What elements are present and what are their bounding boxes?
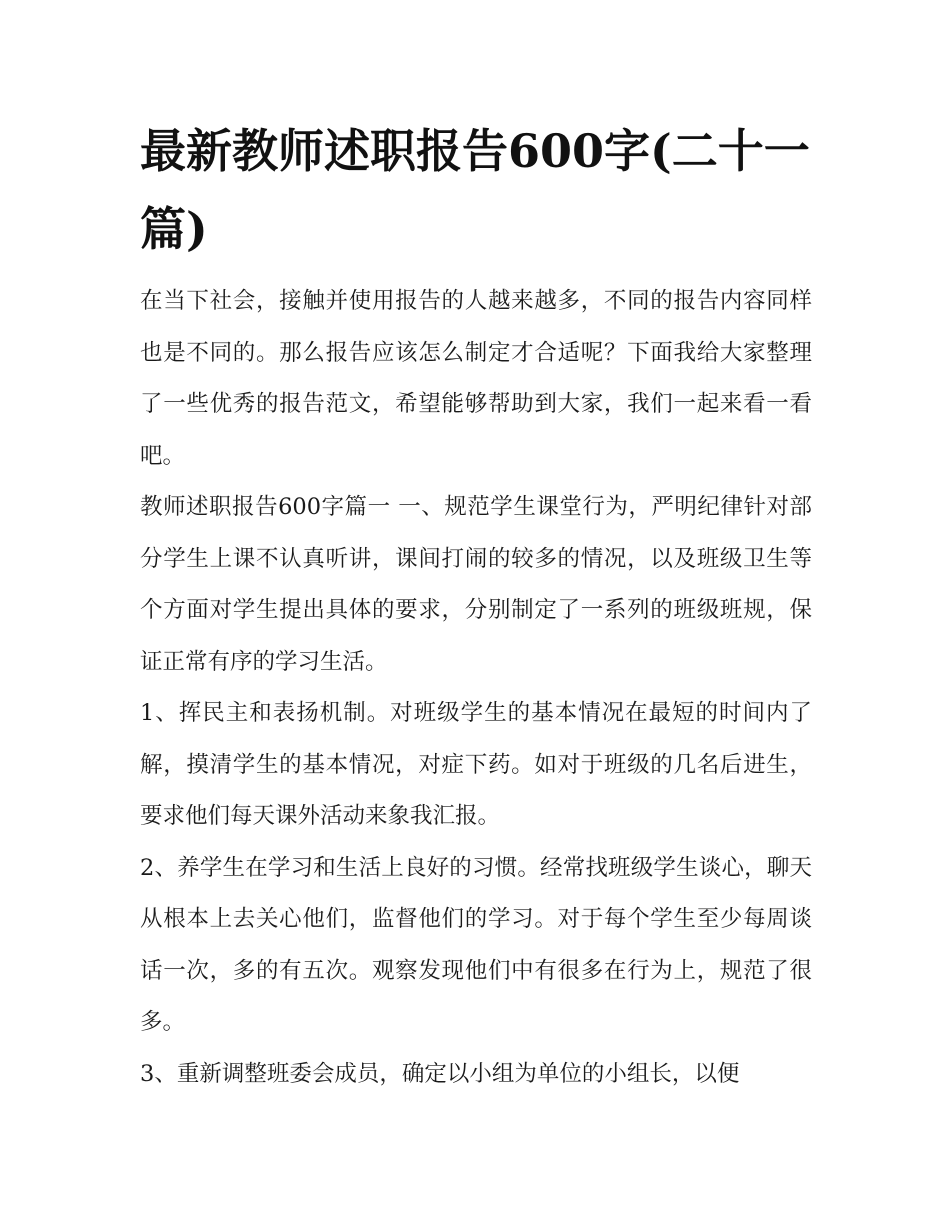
paragraph-item-1: 1、挥民主和表扬机制。对班级学生的基本情况在最短的时间内了解，摸清学生的基本情况，对症下药。如对于班级的几名后进生，要求他们每天课外活动来象我汇报。 (140, 700, 812, 829)
paragraph-intro: 在当下社会，接触并使用报告的人越来越多，不同的报告内容同样也是不同的。那么报告应该怎么制定才合适呢？下面我给大家整理了一些优秀的报告范文，希望能够帮助到大家，我们一起来看一看吧。 (140, 288, 812, 469)
paragraph-item-2: 2、养学生在学习和生活上良好的习惯。经常找班级学生谈心，聊天从根本上去关心他们，监督他们的学习。对于每个学生至少每周谈话一次，多的有五次。观察发现他们中有很多在行为上，规范了很多。 (140, 854, 812, 1035)
paragraph-section-one: 教师述职报告600字篇一 一、规范学生课堂行为，严明纪律针对部分学生上课不认真听讲，课间打闹的较多的情况，以及班级卫生等个方面对学生提出具体的要求，分别制定了一系列的班级班规，保证正常有序的学习生活。 (140, 494, 812, 675)
document-page (140, 112, 812, 1100)
document-title: 最新教师述职报告600字(二十一篇) (140, 124, 810, 256)
paragraph-item-3: 3、重新调整班委会成员，确定以小组为单位的小组长，以便 (140, 1060, 740, 1087)
